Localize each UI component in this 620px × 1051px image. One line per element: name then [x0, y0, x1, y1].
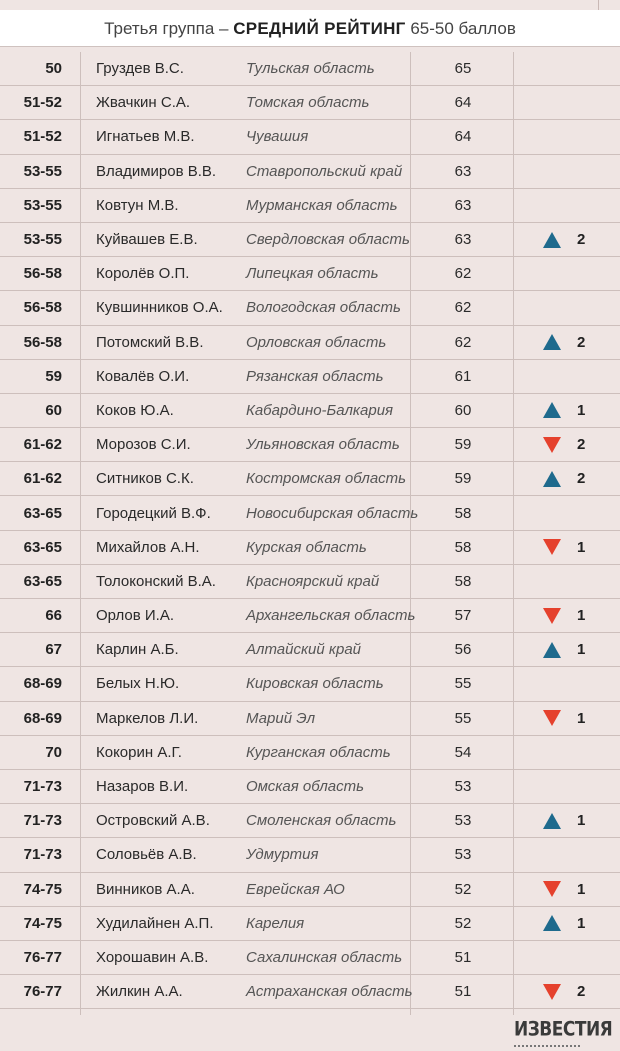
- region-name: Курская область: [246, 538, 367, 556]
- region-name: Чувашия: [246, 128, 309, 146]
- table-row: [0, 599, 620, 633]
- rating-table: [0, 52, 620, 1009]
- region-name: Марий Эл: [246, 709, 316, 727]
- governor-name: Морозов С.И.: [96, 436, 191, 454]
- table-row: [0, 86, 620, 120]
- rank-cell: 67: [45, 641, 62, 659]
- rank-cell: 71-73: [23, 778, 62, 796]
- region-name: Алтайский край: [246, 641, 362, 659]
- change-value: 2: [577, 470, 586, 488]
- governor-name: Жвачкин С.А.: [96, 94, 191, 112]
- region-name: Кировская область: [246, 675, 384, 693]
- change-value: 2: [577, 983, 586, 1001]
- rank-cell: 51-52: [23, 128, 62, 146]
- change-cell: [543, 428, 603, 461]
- score-cell: 56: [454, 641, 472, 659]
- change-value: 1: [577, 880, 586, 898]
- change-cell: [543, 257, 603, 290]
- score-cell: 51: [454, 948, 472, 966]
- governor-name: Груздев В.С.: [96, 60, 184, 78]
- rank-cell: 71-73: [23, 812, 62, 830]
- governor-name: Назаров В.И.: [96, 778, 189, 796]
- change-value: 1: [577, 812, 586, 830]
- arrow-up-icon: [543, 334, 561, 350]
- governor-name: Городецкий В.Ф.: [96, 504, 211, 522]
- table-row: [0, 565, 620, 599]
- rank-cell: 66: [45, 607, 62, 625]
- score-cell: 60: [454, 401, 472, 419]
- change-cell: [543, 155, 603, 188]
- arrow-up-icon: [543, 813, 561, 829]
- table-row: [0, 873, 620, 907]
- header-prefix: Третья группа –: [104, 19, 234, 38]
- governor-name: Толоконский В.А.: [96, 572, 216, 590]
- table-row: [0, 702, 620, 736]
- change-cell: [543, 873, 603, 906]
- change-cell: [543, 667, 603, 700]
- rank-cell: 56-58: [23, 265, 62, 283]
- izvestia-logo: ИЗВЕСТИЯ: [514, 1018, 613, 1042]
- table-row: [0, 394, 620, 428]
- arrow-down-icon: [543, 710, 561, 726]
- governor-name: Кокорин А.Г.: [96, 743, 182, 761]
- table-row: [0, 326, 620, 360]
- rank-cell: 76-77: [23, 983, 62, 1001]
- rank-cell: 56-58: [23, 299, 62, 317]
- change-cell: [543, 360, 603, 393]
- governor-name: Коков Ю.А.: [96, 401, 174, 419]
- governor-name: Худилайнен А.П.: [96, 914, 214, 932]
- change-cell: [543, 838, 603, 871]
- table-row: [0, 462, 620, 496]
- region-name: Свердловская область: [246, 231, 410, 249]
- region-name: Костромская область: [246, 470, 407, 488]
- score-cell: 62: [454, 265, 472, 283]
- change-cell: [543, 496, 603, 529]
- region-name: Мурманская область: [246, 196, 398, 214]
- table-row: [0, 155, 620, 189]
- score-cell: 63: [454, 196, 472, 214]
- governor-name: Ковалёв О.И.: [96, 367, 190, 385]
- score-cell: 52: [454, 880, 472, 898]
- table-row: [0, 907, 620, 941]
- change-cell: [543, 941, 603, 974]
- score-cell: 62: [454, 299, 472, 317]
- change-cell: [543, 291, 603, 324]
- table-row: [0, 257, 620, 291]
- score-cell: 62: [454, 333, 472, 351]
- region-name: Новосибирская область: [246, 504, 419, 522]
- header-title: СРЕДНИЙ РЕЙТИНГ: [233, 19, 406, 38]
- score-cell: 64: [454, 94, 472, 112]
- arrow-down-icon: [543, 881, 561, 897]
- rank-cell: 53-55: [23, 231, 62, 249]
- top-strip: [0, 0, 620, 10]
- arrow-up-icon: [543, 232, 561, 248]
- governor-name: Орлов И.А.: [96, 607, 175, 625]
- region-name: Рязанская область: [246, 367, 384, 385]
- table-row: [0, 941, 620, 975]
- change-cell: [543, 189, 603, 222]
- region-name: Курганская область: [246, 743, 391, 761]
- change-cell: [543, 531, 603, 564]
- change-cell: [543, 565, 603, 598]
- change-value: 1: [577, 401, 586, 419]
- governor-name: Ковтун М.В.: [96, 196, 179, 214]
- change-cell: [543, 975, 603, 1008]
- governor-name: Маркелов Л.И.: [96, 709, 199, 727]
- change-value: 1: [577, 538, 586, 556]
- region-name: Томская область: [246, 94, 370, 112]
- arrow-up-icon: [543, 471, 561, 487]
- governor-name: Королёв О.П.: [96, 265, 190, 283]
- score-cell: 64: [454, 128, 472, 146]
- governor-name: Винников А.А.: [96, 880, 195, 898]
- score-cell: 65: [454, 60, 472, 78]
- rank-cell: 61-62: [23, 470, 62, 488]
- region-name: Смоленская область: [246, 812, 397, 830]
- governor-name: Хорошавин А.В.: [96, 948, 209, 966]
- table-row: [0, 633, 620, 667]
- change-cell: [543, 394, 603, 427]
- table-header: [0, 10, 620, 47]
- governor-name: Ситников С.К.: [96, 470, 194, 488]
- rank-cell: 53-55: [23, 196, 62, 214]
- rank-cell: 53-55: [23, 162, 62, 180]
- table-row: [0, 531, 620, 565]
- region-name: Тульская область: [246, 60, 375, 78]
- table-row: [0, 736, 620, 770]
- region-name: Карелия: [246, 914, 305, 932]
- change-cell: [543, 633, 603, 666]
- governor-name: Соловьёв А.В.: [96, 846, 197, 864]
- change-value: 1: [577, 914, 586, 932]
- rank-cell: 74-75: [23, 880, 62, 898]
- region-name: Вологодская область: [246, 299, 401, 317]
- region-name: Липецкая область: [246, 265, 379, 283]
- table-row: [0, 360, 620, 394]
- region-name: Орловская область: [246, 333, 387, 351]
- region-name: Архангельская область: [246, 607, 416, 625]
- governor-name: Белых Н.Ю.: [96, 675, 180, 693]
- governor-name: Карлин А.Б.: [96, 641, 179, 659]
- region-name: Сахалинская область: [246, 948, 403, 966]
- region-name: Ульяновская область: [246, 436, 400, 454]
- score-cell: 53: [454, 812, 472, 830]
- region-name: Омская область: [246, 778, 365, 796]
- table-row: [0, 804, 620, 838]
- rank-cell: 68-69: [23, 709, 62, 727]
- region-name: Красноярский край: [246, 572, 380, 590]
- change-value: 2: [577, 436, 586, 454]
- change-cell: [543, 223, 603, 256]
- change-cell: [543, 702, 603, 735]
- rank-cell: 68-69: [23, 675, 62, 693]
- governor-name: Куйвашев Е.В.: [96, 231, 198, 249]
- change-cell: [543, 907, 603, 940]
- change-cell: [543, 770, 603, 803]
- table-row: [0, 838, 620, 872]
- table-row: [0, 770, 620, 804]
- arrow-down-icon: [543, 437, 561, 453]
- governor-name: Потомский В.В.: [96, 333, 204, 351]
- score-cell: 59: [454, 470, 472, 488]
- region-name: Ставропольский край: [246, 162, 403, 180]
- score-cell: 58: [454, 504, 472, 522]
- score-cell: 61: [454, 367, 472, 385]
- logo-underline: [514, 1045, 580, 1050]
- rank-cell: 60: [45, 401, 62, 419]
- table-row: [0, 120, 620, 154]
- rank-cell: 76-77: [23, 948, 62, 966]
- score-cell: 59: [454, 436, 472, 454]
- change-value: 1: [577, 709, 586, 727]
- arrow-down-icon: [543, 539, 561, 555]
- change-cell: [543, 599, 603, 632]
- rank-cell: 59: [45, 367, 62, 385]
- governor-name: Островский А.В.: [96, 812, 210, 830]
- change-value: 2: [577, 333, 586, 351]
- rank-cell: 63-65: [23, 572, 62, 590]
- rank-cell: 50: [45, 60, 62, 78]
- score-cell: 58: [454, 572, 472, 590]
- arrow-down-icon: [543, 984, 561, 1000]
- score-cell: 52: [454, 914, 472, 932]
- governor-name: Кувшинников О.А.: [96, 299, 223, 317]
- rank-cell: 63-65: [23, 504, 62, 522]
- rank-cell: 70: [45, 743, 62, 761]
- score-cell: 55: [454, 709, 472, 727]
- change-value: 1: [577, 607, 586, 625]
- table-row: [0, 189, 620, 223]
- table-row: [0, 223, 620, 257]
- change-value: 2: [577, 231, 586, 249]
- change-cell: [543, 736, 603, 769]
- change-cell: [543, 326, 603, 359]
- table-row: [0, 975, 620, 1009]
- change-cell: [543, 120, 603, 153]
- arrow-down-icon: [543, 608, 561, 624]
- governor-name: Михайлов А.Н.: [96, 538, 200, 556]
- score-cell: 63: [454, 231, 472, 249]
- region-name: Кабардино-Балкария: [246, 401, 394, 419]
- score-cell: 54: [454, 743, 472, 761]
- table-row: [0, 52, 620, 86]
- region-name: Удмуртия: [246, 846, 319, 864]
- governor-name: Жилкин А.А.: [96, 983, 183, 1001]
- rank-cell: 56-58: [23, 333, 62, 351]
- arrow-up-icon: [543, 402, 561, 418]
- score-cell: 51: [454, 983, 472, 1001]
- table-row: [0, 428, 620, 462]
- score-cell: 55: [454, 675, 472, 693]
- arrow-up-icon: [543, 642, 561, 658]
- table-row: [0, 496, 620, 530]
- table-row: [0, 667, 620, 701]
- rank-cell: 61-62: [23, 436, 62, 454]
- score-cell: 63: [454, 162, 472, 180]
- header-suffix: 65-50 баллов: [405, 19, 516, 38]
- rank-cell: 74-75: [23, 914, 62, 932]
- rank-cell: 63-65: [23, 538, 62, 556]
- score-cell: 57: [454, 607, 472, 625]
- top-divider: [598, 0, 599, 10]
- rank-cell: 71-73: [23, 846, 62, 864]
- governor-name: Игнатьев М.В.: [96, 128, 195, 146]
- change-value: 1: [577, 641, 586, 659]
- region-name: Астраханская область: [246, 983, 413, 1001]
- arrow-up-icon: [543, 915, 561, 931]
- score-cell: 58: [454, 538, 472, 556]
- change-cell: [543, 52, 603, 85]
- governor-name: Владимиров В.В.: [96, 162, 217, 180]
- change-cell: [543, 804, 603, 837]
- score-cell: 53: [454, 846, 472, 864]
- table-row: [0, 291, 620, 325]
- change-cell: [543, 86, 603, 119]
- region-name: Еврейская АО: [246, 880, 345, 898]
- score-cell: 53: [454, 778, 472, 796]
- change-cell: [543, 462, 603, 495]
- rank-cell: 51-52: [23, 94, 62, 112]
